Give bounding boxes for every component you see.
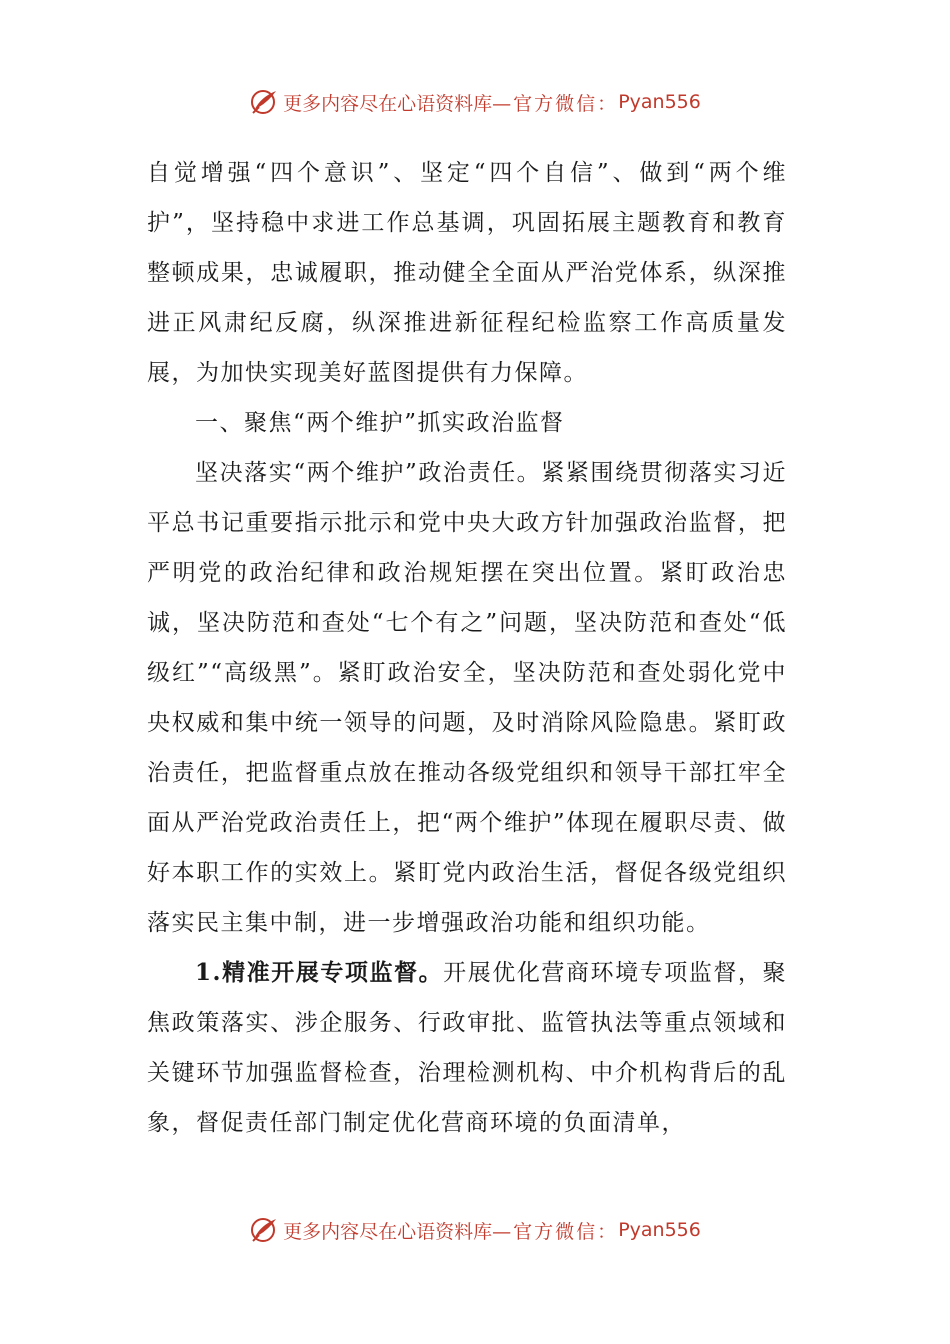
document-body	[147, 148, 787, 1148]
paragraph-special-supervision	[147, 948, 787, 1148]
watermark-footer	[0, 1210, 950, 1250]
item-title: 1.精准开展专项监督。	[195, 959, 444, 986]
paragraph-political-duty: 坚决落实“两个维护”政治责任。紧紧围绕贯彻落实习近平总书记重要指示批示和党中央大政方针加强政治监督，把严明党的政治纪律和政治规矩摆在突出位置。紧盯政治忠诚，坚决防范和查处“七个有之”问题，坚决防范和查处“低级红”“高级黑”。紧盯政治安全，坚决防范和查处弱化党中央权威和集中统一领导的问题，及时消除风险隐患。紧盯政治责任，把监督重点放在推动各级党组织和领导干部扛牢全面从严治党政治责任上，把“两个维护”体现在履职尽责、做好本职工作的实效上。紧盯党内政治生活，督促各级党组织落实民主集中制，进一步增强政治功能和组织功能。	[147, 460, 787, 936]
item-text: 开展优化营商环境专项监督，聚焦政策落实、涉企服务、行政审批、监管执法等重点领域和关键环节加强监督检查，治理检测机构、中介机构背后的乱象，督促责任部门制定优化营商环境的负面清单，	[147, 960, 787, 1136]
section-heading: 一、聚焦“两个维护”抓实政治监督	[195, 410, 565, 436]
quill-logo-icon	[249, 1215, 279, 1245]
watermark-middle: —官方微信：	[492, 1220, 619, 1243]
paragraph-intro: 自觉增强“四个意识”、坚定“四个自信”、做到“两个维护”，坚持稳中求进工作总基调，巩固拓展主题教育和教育整顿成果，忠诚履职，推动健全全面从严治党体系，纵深推进正风肃纪反腐，纵深推进新征程纪检监察工作高质量发展，为加快实现美好蓝图提供有力保障。	[147, 160, 787, 386]
watermark-wechat: Pyan556	[618, 1219, 701, 1241]
quill-logo-icon	[249, 87, 279, 117]
watermark-prefix: 更多内容尽在心语资料库	[283, 92, 493, 115]
watermark-wechat: Pyan556	[618, 91, 701, 113]
watermark-prefix: 更多内容尽在心语资料库	[283, 1220, 493, 1243]
watermark-middle: —官方微信：	[492, 92, 619, 115]
watermark-header	[0, 82, 950, 122]
